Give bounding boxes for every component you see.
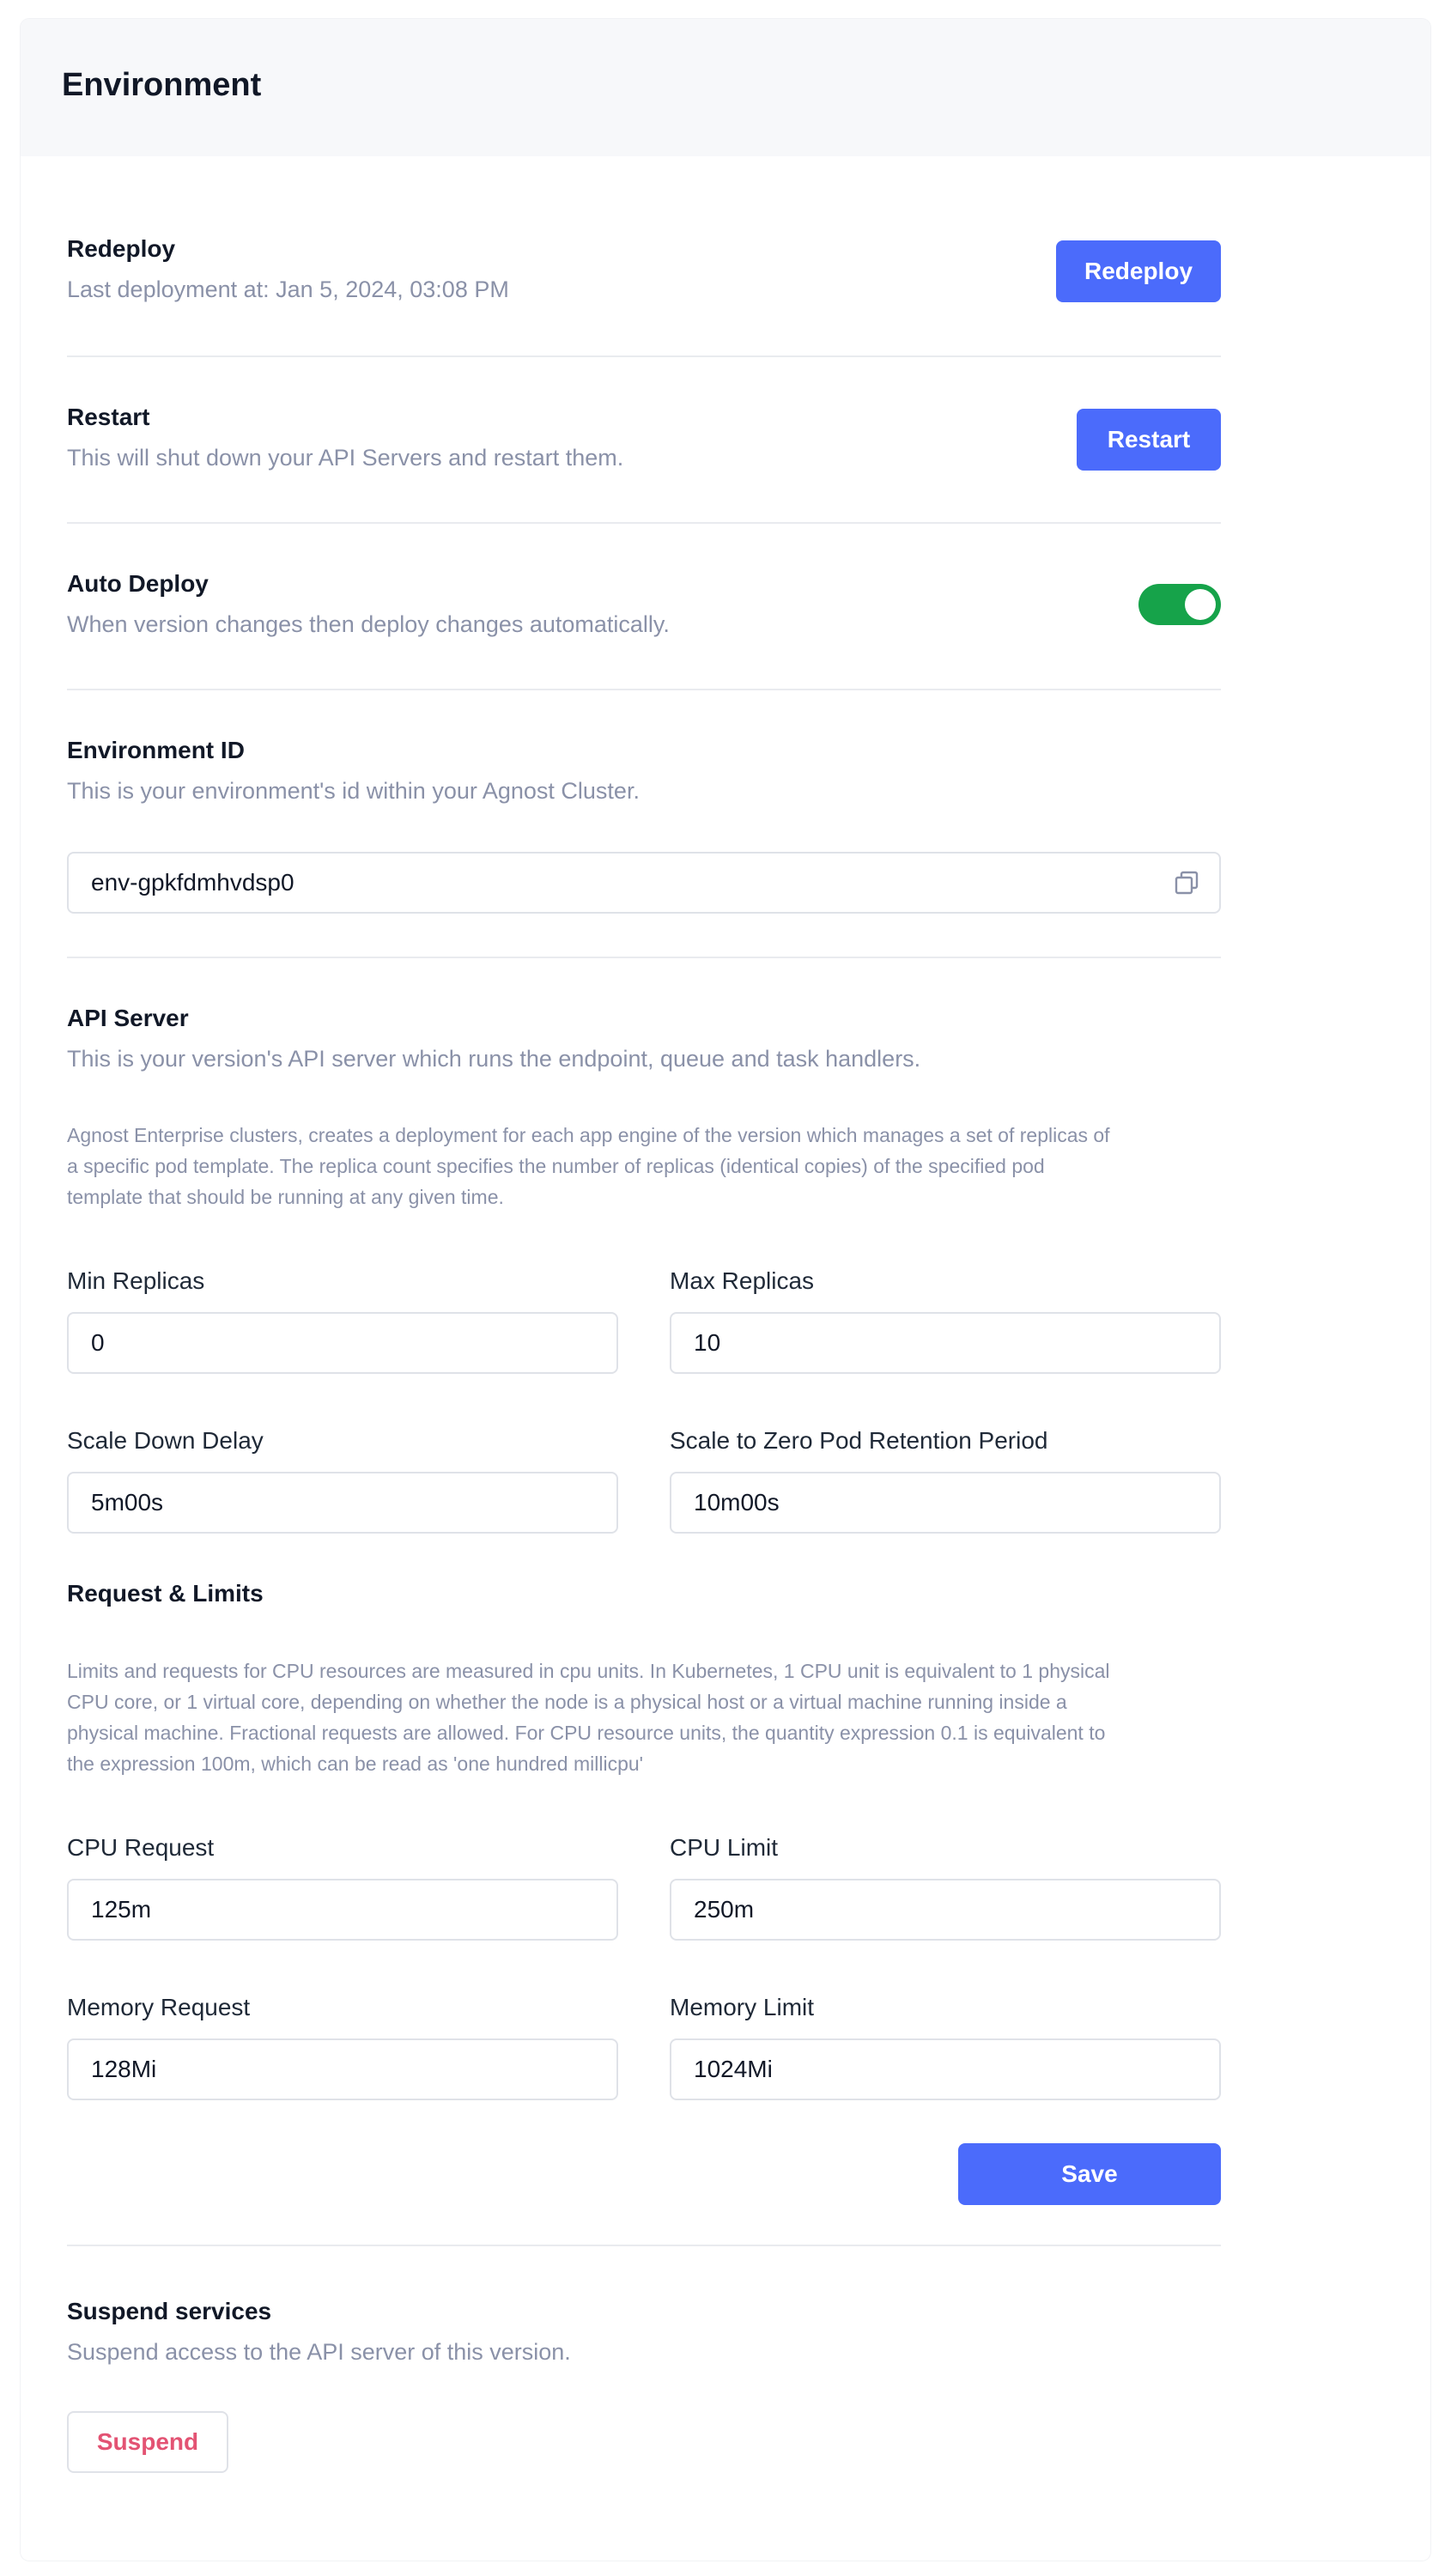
auto-deploy-toggle[interactable] <box>1138 584 1221 625</box>
max-replicas-value: 10 <box>694 1329 721 1356</box>
divider <box>67 2245 1221 2246</box>
suspend-description: Suspend access to the API server of this version. <box>67 2339 571 2365</box>
memory-request-value: 128Mi <box>91 2056 157 2082</box>
environment-panel <box>21 19 1430 2561</box>
note-line: Limits and requests for CPU resources are measured in cpu units. In Kubernetes, 1 CPU unit is equivalent to 1 physical <box>67 1660 1110 1682</box>
toggle-knob <box>1185 589 1216 620</box>
max-replicas-input[interactable] <box>670 1312 1221 1374</box>
note-line: template that should be running at any given time. <box>67 1186 504 1208</box>
scale-to-zero-value: 10m00s <box>694 1489 780 1516</box>
environment-id-title: Environment ID <box>67 737 245 763</box>
min-replicas-value: 0 <box>91 1329 105 1356</box>
memory-limit-label: Memory Limit <box>670 1994 815 2020</box>
note-line: the expression 100m, which can be read as 'one hundred millicpu' <box>67 1753 644 1775</box>
note-line: CPU core, or 1 virtual core, depending on whether the node is a physical host or a virtual machine running inside a <box>67 1691 1067 1713</box>
page-title: Environment <box>62 67 262 103</box>
scale-to-zero-input[interactable] <box>670 1472 1221 1534</box>
min-replicas-input[interactable] <box>67 1312 618 1374</box>
api-server-description: This is your version's API server which runs the endpoint, queue and task handlers. <box>67 1046 921 1072</box>
memory-request-input[interactable] <box>67 2038 618 2100</box>
request-limits-title: Request & Limits <box>67 1580 264 1607</box>
cpu-limit-input[interactable] <box>670 1879 1221 1941</box>
api-server-title: API Server <box>67 1005 189 1031</box>
cpu-limit-value: 250m <box>694 1896 755 1923</box>
suspend-button[interactable]: Suspend <box>67 2411 228 2473</box>
scale-to-zero-label: Scale to Zero Pod Retention Period <box>670 1427 1048 1454</box>
memory-limit-input[interactable] <box>670 2038 1221 2100</box>
cpu-request-input[interactable] <box>67 1879 618 1941</box>
restart-description: This will shut down your API Servers and restart them. <box>67 445 624 471</box>
restart-title: Restart <box>67 404 150 430</box>
scale-down-delay-input[interactable] <box>67 1472 618 1534</box>
redeploy-title: Redeploy <box>67 235 176 262</box>
min-replicas-label: Min Replicas <box>67 1267 205 1294</box>
scale-down-delay-value: 5m00s <box>91 1489 164 1516</box>
divider <box>67 957 1221 958</box>
cpu-limit-label: CPU Limit <box>670 1834 779 1861</box>
redeploy-description: Last deployment at: Jan 5, 2024, 03:08 PM <box>67 276 509 302</box>
max-replicas-label: Max Replicas <box>670 1267 815 1294</box>
scale-down-delay-label: Scale Down Delay <box>67 1427 264 1454</box>
suspend-title: Suspend services <box>67 2298 272 2324</box>
note-line: Agnost Enterprise clusters, creates a deployment for each app engine of the version which manages a set of replicas of <box>67 1124 1110 1146</box>
cpu-request-value: 125m <box>91 1896 152 1923</box>
note-line: a specific pod template. The replica count specifies the number of replicas (identical copies) of the specified pod <box>67 1155 1045 1177</box>
request-limits-note <box>67 1656 1221 1779</box>
panel-header <box>21 19 1430 156</box>
environment-id-description: This is your environment's id within your Agnost Cluster. <box>67 778 640 804</box>
api-server-note <box>67 1120 1221 1212</box>
divider <box>67 689 1221 690</box>
divider <box>67 355 1221 357</box>
save-button[interactable]: Save <box>958 2143 1221 2205</box>
restart-button[interactable]: Restart <box>1077 409 1221 471</box>
divider <box>67 522 1221 524</box>
cpu-request-label: CPU Request <box>67 1834 215 1861</box>
note-line: physical machine. Fractional requests are allowed. For CPU resource units, the quantity expression 0.1 is equivalent to <box>67 1722 1106 1744</box>
environment-id-field[interactable] <box>67 852 1221 914</box>
copy-icon[interactable] <box>1173 869 1200 896</box>
environment-id-value: env-gpkfdmhvdsp0 <box>91 869 294 896</box>
memory-limit-value: 1024Mi <box>694 2056 773 2082</box>
auto-deploy-description: When version changes then deploy changes automatically. <box>67 611 670 637</box>
auto-deploy-title: Auto Deploy <box>67 570 209 597</box>
memory-request-label: Memory Request <box>67 1994 251 2020</box>
redeploy-button[interactable]: Redeploy <box>1056 240 1221 302</box>
